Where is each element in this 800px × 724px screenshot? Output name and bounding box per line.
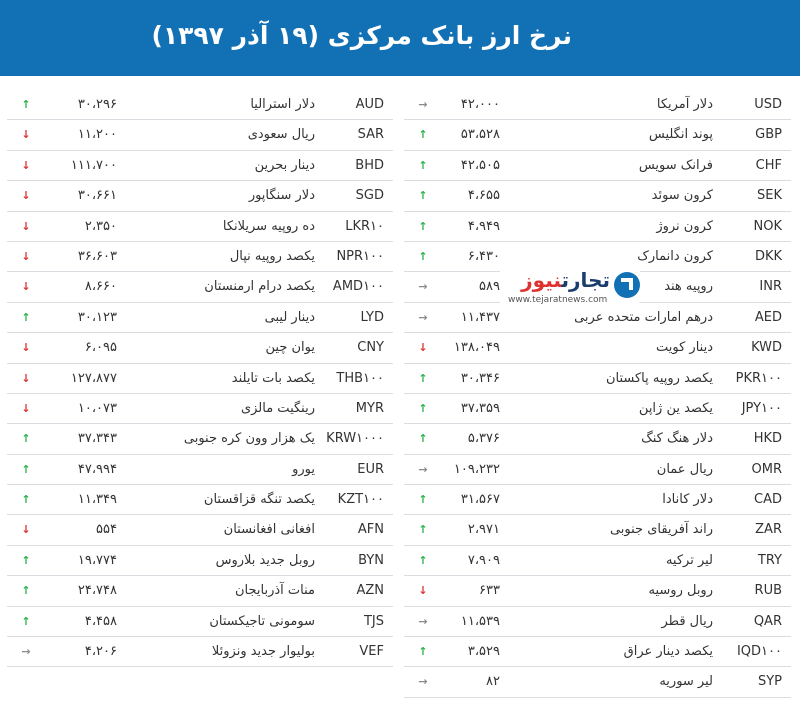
- currency-code: AFN: [357, 522, 384, 538]
- table-row: [7, 303, 393, 333]
- logo-name-blue: تجارت: [561, 268, 610, 292]
- currency-rate: ۵۵۴: [96, 522, 117, 538]
- currency-rate: ۳۰،۲۹۶: [77, 97, 117, 112]
- red-down-arrow-icon: ↓: [21, 189, 31, 203]
- currency-code: BHD: [355, 157, 384, 173]
- currency-code: KRW۱۰۰۰: [326, 431, 384, 447]
- currency-name: کرون دانمارک: [637, 248, 713, 264]
- currency-code: TRY: [757, 552, 782, 568]
- currency-rate: ۲،۳۵۰: [84, 218, 117, 234]
- currency-name: یکصد ین ژاپن: [638, 400, 713, 416]
- tejaratnews-logo: [500, 268, 640, 308]
- currency-code: IQD۱۰۰: [736, 644, 782, 660]
- currency-rate: ۱۰،۰۷۳: [77, 400, 117, 416]
- currency-table-right: [404, 90, 791, 698]
- currency-rate: ۶۳۳: [479, 583, 500, 599]
- currency-name: دلار سنگاپور: [248, 188, 315, 204]
- currency-code: AED: [754, 309, 782, 325]
- table-row: [7, 607, 393, 637]
- currency-code: KZT۱۰۰: [337, 492, 384, 508]
- currency-rate: ۱۱،۵۳۹: [460, 613, 500, 629]
- page-title: نرخ ارز بانک مرکزی (۱۹ آذر ۱۳۹۷): [151, 21, 572, 50]
- currency-code: MYR: [355, 400, 384, 416]
- green-up-arrow-icon: ↑: [21, 98, 31, 111]
- currency-code: GBP: [755, 127, 782, 143]
- green-up-arrow-icon: ↑: [418, 249, 428, 263]
- green-up-arrow-icon: ↑: [21, 462, 31, 476]
- currency-rate: ۱۰۹،۲۳۲: [453, 461, 500, 477]
- currency-name: کرون سوئد: [651, 188, 713, 204]
- red-down-arrow-icon: ↓: [21, 401, 31, 415]
- currency-code: LKR۱۰: [345, 218, 384, 234]
- green-up-arrow-icon: ↑: [418, 158, 428, 172]
- currency-rate: ۴۲،۵۰۵: [460, 157, 500, 173]
- currency-rate: ۴،۲۰۶: [84, 644, 117, 660]
- table-row: [7, 455, 393, 485]
- red-down-arrow-icon: ↓: [21, 158, 31, 172]
- currency-rate: ۸،۶۶۰: [84, 279, 117, 295]
- currency-code: LYD: [360, 309, 384, 325]
- table-row: [7, 637, 393, 667]
- currency-rate: ۴۲،۰۰۰: [460, 97, 500, 112]
- table-row: [404, 394, 791, 424]
- red-down-arrow-icon: ↓: [418, 584, 428, 598]
- table-row: [404, 515, 791, 545]
- logo-arrow-icon: [614, 272, 640, 298]
- table-row: [404, 212, 791, 242]
- currency-rate: ۴۷،۹۹۴: [77, 461, 117, 477]
- table-row: [7, 515, 393, 545]
- red-down-arrow-icon: ↓: [21, 128, 31, 142]
- logo-url: www.tejaratnews.com: [508, 295, 608, 305]
- currency-name: دلار کانادا: [662, 492, 713, 508]
- gray-right-arrow-icon: →: [418, 310, 428, 324]
- green-up-arrow-icon: ↑: [21, 584, 31, 598]
- table-row: [7, 272, 393, 302]
- gray-right-arrow-icon: →: [418, 675, 428, 689]
- table-row: [404, 667, 791, 697]
- green-up-arrow-icon: ↑: [418, 128, 428, 142]
- currency-code: USD: [754, 97, 782, 112]
- currency-code: SEK: [757, 188, 782, 204]
- green-up-arrow-icon: ↑: [418, 219, 428, 233]
- currency-name: یکصد درام ارمنستان: [204, 279, 315, 295]
- currency-name: یکصد دینار عراق: [623, 644, 713, 660]
- table-row: [404, 637, 791, 667]
- currency-name: روپیه هند: [664, 279, 713, 295]
- currency-name: یک هزار وون کره جنوبی: [183, 431, 315, 447]
- currency-name: روبل روسیه: [648, 583, 713, 599]
- currency-rate: ۱۱،۲۰۰: [77, 127, 117, 143]
- currency-name: ده روپیه سریلانکا: [222, 218, 315, 234]
- currency-name: یکصد بات تایلند: [231, 370, 315, 386]
- green-up-arrow-icon: ↑: [21, 432, 31, 446]
- table-row: [404, 607, 791, 637]
- currency-code: KWD: [751, 340, 782, 356]
- currency-code: SAR: [357, 127, 384, 143]
- currency-code: CAD: [754, 492, 782, 508]
- currency-rate: ۳۱،۵۶۷: [460, 492, 500, 508]
- currency-name: راند آفریقای جنوبی: [609, 522, 713, 538]
- green-up-arrow-icon: ↑: [21, 310, 31, 324]
- table-row: [7, 546, 393, 576]
- currency-name: یکصد تنگه قزاقستان: [203, 492, 315, 508]
- currency-name: بولیوار جدید ونزوئلا: [211, 644, 315, 660]
- currency-name: درهم امارات متحده عربی: [574, 309, 713, 325]
- currency-rate: ۳۶،۶۰۳: [77, 248, 117, 264]
- table-row: [404, 364, 791, 394]
- table-row: [7, 242, 393, 272]
- green-up-arrow-icon: ↑: [418, 189, 428, 203]
- currency-code: ZAR: [755, 522, 782, 538]
- table-row: [7, 90, 393, 120]
- currency-code: BYN: [358, 552, 384, 568]
- currency-name: سومونی تاجیکستان: [209, 613, 315, 629]
- table-row: [7, 181, 393, 211]
- currency-name: یکصد روپیه پاکستان: [605, 370, 713, 386]
- currency-name: فرانک سویس: [638, 157, 713, 173]
- table-row: [7, 120, 393, 150]
- table-row: [7, 485, 393, 515]
- currency-name: دینار لیبی: [264, 309, 315, 325]
- red-down-arrow-icon: ↓: [21, 249, 31, 263]
- red-down-arrow-icon: ↓: [418, 341, 428, 355]
- currency-rate: ۲۴،۷۴۸: [77, 583, 117, 599]
- gray-right-arrow-icon: →: [418, 280, 428, 294]
- currency-code: AZN: [356, 583, 384, 599]
- currency-code: JPY۱۰۰: [741, 400, 782, 416]
- currency-name: روبل جدید بلاروس: [215, 552, 315, 568]
- currency-rate: ۱۹،۷۷۴: [77, 552, 117, 568]
- gray-right-arrow-icon: →: [418, 614, 428, 628]
- green-up-arrow-icon: ↑: [418, 401, 428, 415]
- table-row: [404, 485, 791, 515]
- table-row: [7, 576, 393, 606]
- currency-name: منات آذربایجان: [235, 583, 315, 599]
- currency-code: TJS: [363, 613, 384, 629]
- currency-name: یکصد روپیه نپال: [229, 248, 315, 264]
- table-row: [7, 333, 393, 363]
- currency-code: SGD: [355, 188, 384, 204]
- currency-code: INR: [759, 279, 782, 295]
- currency-code: QAR: [753, 613, 782, 629]
- currency-name: یورو: [292, 461, 315, 477]
- currency-code: HKD: [753, 431, 782, 447]
- currency-code: NOK: [753, 218, 782, 234]
- currency-rate: ۲،۹۷۱: [467, 522, 500, 538]
- currency-name: ریال سعودی: [247, 127, 315, 143]
- currency-name: لیر ترکیه: [665, 552, 713, 568]
- currency-code: NPR۱۰۰: [336, 248, 384, 264]
- currency-name: پوند انگلیس: [648, 127, 713, 143]
- currency-rate: ۷،۹۰۹: [467, 552, 500, 568]
- green-up-arrow-icon: ↑: [418, 645, 428, 659]
- table-row: [404, 151, 791, 181]
- currency-rate: ۱۱،۳۴۹: [77, 492, 117, 508]
- table-row: [404, 455, 791, 485]
- currency-rate: ۱۲۷،۸۷۷: [70, 370, 117, 386]
- currency-rate: ۴،۴۵۸: [84, 613, 117, 629]
- currency-name: افغانی افغانستان: [223, 522, 315, 538]
- currency-code: CHF: [755, 157, 782, 173]
- red-down-arrow-icon: ↓: [21, 371, 31, 385]
- currency-rate: ۵،۳۷۶: [467, 431, 500, 447]
- currency-rate: ۳،۵۲۹: [467, 644, 500, 660]
- currency-rate: ۱۱۱،۷۰۰: [70, 157, 117, 173]
- currency-code: AMD۱۰۰: [332, 279, 384, 295]
- gray-right-arrow-icon: →: [418, 98, 428, 111]
- currency-rate: ۳۰،۳۴۶: [460, 370, 500, 386]
- currency-name: دلار هنگ کنگ: [641, 431, 713, 447]
- green-up-arrow-icon: ↑: [21, 614, 31, 628]
- currency-code: RUB: [754, 583, 782, 599]
- table-row: [7, 364, 393, 394]
- gray-right-arrow-icon: →: [418, 462, 428, 476]
- header-bar: [0, 0, 800, 76]
- table-row: [404, 90, 791, 120]
- currency-code: PKR۱۰۰: [735, 370, 782, 386]
- currency-name: یوان چین: [265, 340, 315, 356]
- gray-right-arrow-icon: →: [21, 645, 31, 659]
- red-down-arrow-icon: ↓: [21, 280, 31, 294]
- currency-name: دلار استرالیا: [250, 97, 315, 112]
- table-row: [404, 120, 791, 150]
- currency-name: دلار آمریکا: [656, 97, 713, 112]
- currency-rate: ۳۷،۳۴۳: [77, 431, 117, 447]
- red-down-arrow-icon: ↓: [21, 523, 31, 537]
- table-row: [404, 546, 791, 576]
- table-row: [404, 333, 791, 363]
- currency-table-left: [7, 90, 393, 667]
- green-up-arrow-icon: ↑: [418, 523, 428, 537]
- currency-name: ریال قطر: [661, 613, 713, 629]
- table-row: [7, 394, 393, 424]
- currency-name: کرون نروژ: [656, 218, 713, 234]
- currency-name: ریال عمان: [656, 461, 713, 477]
- red-down-arrow-icon: ↓: [21, 219, 31, 233]
- currency-code: THB۱۰۰: [336, 370, 384, 386]
- green-up-arrow-icon: ↑: [418, 432, 428, 446]
- currency-code: VEF: [359, 644, 384, 660]
- currency-code: EUR: [357, 461, 384, 477]
- green-up-arrow-icon: ↑: [418, 493, 428, 507]
- currency-rate: ۴،۹۴۹: [467, 218, 500, 234]
- currency-rate: ۵۸۹: [479, 279, 500, 295]
- currency-name: دینار کویت: [656, 340, 713, 356]
- currency-rate: ۳۰،۱۲۳: [77, 309, 117, 325]
- currency-rate: ۳۷،۳۵۹: [460, 400, 500, 416]
- table-row: [404, 576, 791, 606]
- currency-name: دینار بحرین: [254, 157, 315, 173]
- logo-name-red: نیوز: [521, 268, 562, 292]
- green-up-arrow-icon: ↑: [21, 553, 31, 567]
- currency-rate: ۶،۰۹۵: [84, 340, 117, 356]
- currency-name: لیر سوریه: [659, 674, 713, 690]
- currency-rate: ۴،۶۵۵: [467, 188, 500, 204]
- currency-rate: ۳۰،۶۶۱: [77, 188, 117, 204]
- green-up-arrow-icon: ↑: [21, 493, 31, 507]
- table-row: [404, 181, 791, 211]
- currency-rate: ۱۱،۴۳۷: [460, 309, 500, 325]
- green-up-arrow-icon: ↑: [418, 553, 428, 567]
- table-row: [404, 424, 791, 454]
- currency-rate: ۶،۴۳۰: [467, 248, 500, 264]
- table-row: [7, 212, 393, 242]
- currency-code: AUD: [355, 97, 384, 112]
- table-row: [7, 151, 393, 181]
- currency-code: SYP: [757, 674, 782, 690]
- logo-text: [521, 268, 610, 292]
- currency-code: CNY: [357, 340, 384, 356]
- red-down-arrow-icon: ↓: [21, 341, 31, 355]
- currency-name: رینگیت مالزی: [240, 400, 315, 416]
- currency-rate: ۱۳۸،۰۴۹: [453, 340, 500, 356]
- currency-rate: ۸۲: [486, 674, 500, 690]
- table-row: [7, 424, 393, 454]
- currency-code: OMR: [751, 461, 782, 477]
- currency-code: DKK: [754, 248, 782, 264]
- currency-rate: ۵۳،۵۲۸: [460, 127, 500, 143]
- green-up-arrow-icon: ↑: [418, 371, 428, 385]
